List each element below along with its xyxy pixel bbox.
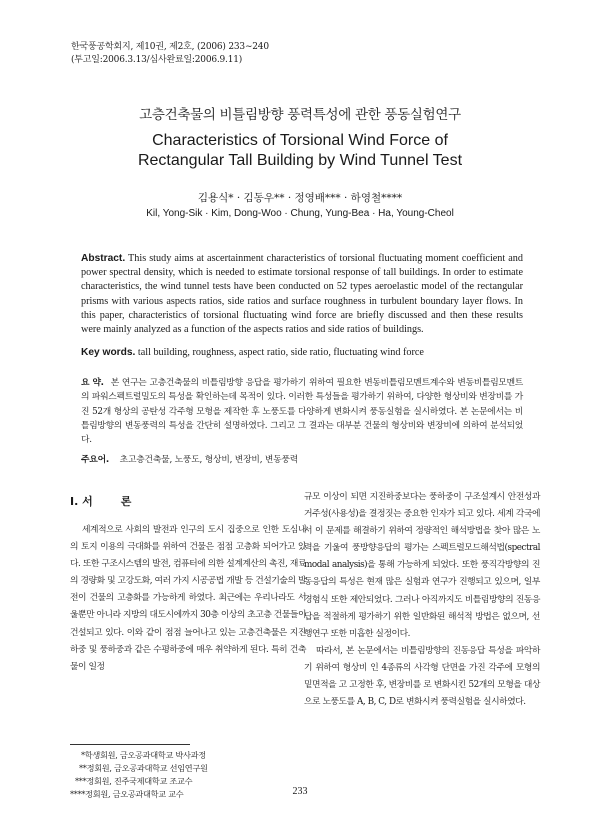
keywords-korean-label: 주요어. bbox=[81, 455, 110, 465]
section-title: 론 bbox=[120, 495, 132, 508]
authors-korean: 김용식* · 김동우** · 정영배*** · 하영철**** bbox=[197, 192, 403, 204]
title-korean: 고층건축물의 비틀림방향 풍력특성에 관한 풍동실험연구 bbox=[139, 107, 461, 123]
title-english-line1: Characteristics of Torsional Wind Force of bbox=[152, 132, 448, 149]
submission-dates: (투고일:2006.3.13/심사완료일:2006.9.11) bbox=[71, 55, 243, 65]
abstract-text: This study aims at ascertainment characteristics of torsional fluctuating moment coefficient and power spectral density, which is needed to estimate torsional response of tall buildings. In order to estimate characteristics, the wind tunnel tests have been conducted on 52 types aeroelastic model of the rectangular prisms with various aspects ratios, side ratios and surface roughness in turbulent boundary layer flows. In this paper, characteristics of torsional fluctuating wind force are briefly discussed and then these results were mainly analyzed as a function of the aspects ratios and side ratios of buildings. bbox=[81, 253, 523, 336]
paragraph: 규모 이상이 되면 지진하중보다는 풍하중이 구조설계시 안전성과 거주성(사용성)을 결정짓는 중요한 인자가 되고 있다. 세계 각국에서 이 문제를 해결하기 위하여 정량적인 해석방법을 찾아 많은 노력을 기울여 풍방향응답의 평가는 스펙트럴모드해석법(spectral modal analysis)을 통해 가능하게 되었다. 또한 풍직각방향의 진동응답의 특성은 현재 많은 실험과 연구가 진행되고 있으며, 일부 경험식 또한 제안되었다. 그러나 아직까지도 비틀림방향의 진동응답을 적절하게 평가하기 위한 일반화된 해석적 방법은 없으며, 선행연구 또한 미흡한 실정이다. bbox=[304, 492, 540, 639]
footnote-divider bbox=[70, 744, 190, 745]
journal-header bbox=[71, 41, 269, 67]
summary-korean bbox=[81, 376, 523, 447]
keywords-korean-text: 초고층건축물, 노풍도, 형상비, 변장비, 변동풍력 bbox=[119, 455, 299, 465]
page-number: 233 bbox=[292, 786, 308, 797]
section-heading bbox=[70, 488, 306, 516]
title-english-line2: Rectangular Tall Building by Wind Tunnel Test bbox=[137, 152, 463, 169]
keywords-text: tall building, roughness, aspect ratio, side ratio, fluctuating wind force bbox=[137, 347, 424, 358]
body-column-left bbox=[70, 488, 306, 676]
body-column-right bbox=[304, 489, 540, 711]
section-number: I. 서 bbox=[70, 495, 93, 508]
journal-citation: 한국풍공학회지, 제10권, 제2호, (2006) 233∼240 bbox=[71, 42, 269, 52]
keywords bbox=[81, 347, 523, 358]
keywords-label: Key words. bbox=[81, 347, 136, 358]
abstract-label: Abstract. bbox=[81, 253, 126, 264]
footnote: ****정회원, 금오공과대학교 교수 bbox=[70, 789, 184, 799]
paragraph: 세계적으로 사회의 발전과 인구의 도시 집중으로 인한 도심내의 토지 이용의 극대화를 위하여 건물은 점점 고층화 되어가고 있다. 또한 구조시스템의 발전, 컴퓨터에 의한 설계계산의 촉진, 재료의 경량화 및 고강도화, 여러 가지 시공공법 개발 등 건설기술의 발전이 건물의 고층화를 가능하게 하였다. 최근에는 우리나라도 서울뿐만 아니라 지방의 대도시에까지 30층 이상의 초고층 건물들이 건설되고 있다. 이와 같이 점점 늘어나고 있는 고층건축물은 지진하중 및 풍하중과 같은 수평하중에 매우 취약하게 된다. 특히 건축물이 일정 bbox=[70, 525, 306, 672]
title-english bbox=[0, 131, 600, 171]
abstract bbox=[81, 252, 523, 337]
footnote: **정회원, 금오공과대학교 선임연구원 bbox=[79, 763, 208, 773]
keywords-korean bbox=[81, 452, 523, 465]
footnote: *학생회원, 금오공과대학교 박사과정 bbox=[81, 750, 206, 760]
summary-text: 본 연구는 고층건축물의 비틀림방향 응답을 평가하기 위하여 필요한 변동비틀림모멘트계수와 변동비틀림모멘트의 파워스펙트럴밀도의 특성을 확인하는데 목적이 있다. 이러한 특성들을 평가하기 위하여, 다양한 형상비와 변장비를 가진 52개 형상의 공탄성 각주형 모형을 제작한 후 노풍도를 다양하게 변화시켜 풍동실험을 실시하였다. 본 논문에서는 비틀림방향의 변동풍력의 특성을 간단히 설명하였다. 그리고 그 결과는 대부분 건물의 형상비와 변장비에 의하여 분석되었다. bbox=[81, 378, 523, 446]
authors-english: Kil, Yong-Sik · Kim, Dong-Woo · Chung, Yung-Bea · Ha, Young-Cheol bbox=[146, 208, 454, 219]
summary-label: 요 약. bbox=[81, 378, 104, 388]
footnote: ***정회원, 진주국제대학교 조교수 bbox=[75, 776, 193, 786]
paragraph: 따라서, 본 논문에서는 비틀림방향의 진동응답 특성을 파악하기 위하여 형상비 인 4종류의 사각형 단면을 가진 각주에 모형의 밑면적을 고 고정한 후, 변장비를 로 변화시킨 52개의 모형을 대상으로 노풍도를 A, B, C, D로 변화시켜 풍력실험을 실시하였다. bbox=[304, 645, 540, 708]
